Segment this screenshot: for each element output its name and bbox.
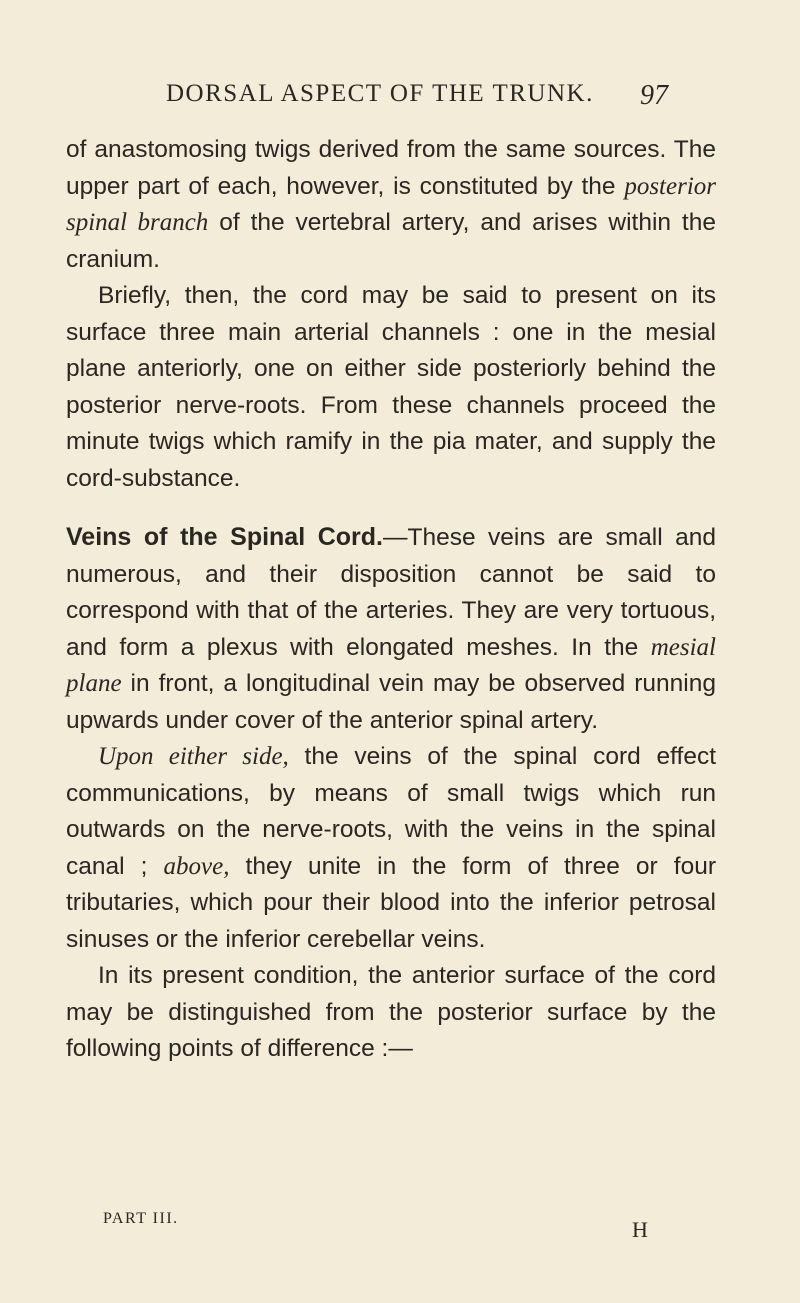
italic-term-posterior-spinal-branch: posterior spinal branch [66, 172, 716, 236]
paragraph-3 [66, 519, 716, 739]
paragraph-3-text-b: in front, a longitudinal vein may be observed running upwards under cover of the anterior spinal artery. [66, 670, 716, 734]
page-footer [0, 1210, 800, 1250]
paragraph-1 [66, 132, 716, 278]
paragraph-1-text-b: of the vertebral artery, and arises within the cranium. [66, 209, 716, 273]
paragraph-1-text-a: of anastomosing twigs derived from the same sources. The upper part of each, however, is constituted by the [66, 136, 716, 200]
paragraph-3-text-a: —These veins are small and numerous, and their disposition cannot be said to correspond with that of the arteries. They are very tortuous, and form a plexus with elongated meshes. In the [66, 524, 716, 661]
running-head [0, 80, 800, 116]
paragraph-4 [66, 739, 716, 958]
paragraph-4-text-b: they unite in the form of three or four tributaries, which pour their blood into the inferior petrosal sinuses or the inferior cerebellar veins. [66, 852, 716, 953]
body-text [66, 132, 716, 1068]
italic-term-upon-either-side: Upon either side, [98, 743, 289, 770]
paragraph-4-text-a: the veins of the spinal cord effect communications, by means of small twigs which run outwards on the nerve-roots, with the veins in the spinal canal ; [66, 743, 717, 880]
italic-term-above: above, [163, 852, 230, 880]
part-label: PART III. [103, 1210, 179, 1227]
section-heading-veins: Veins of the Spinal Cord. [66, 523, 383, 551]
running-title: DORSAL ASPECT OF THE TRUNK. [166, 80, 594, 107]
section-gap [66, 497, 716, 519]
paragraph-2: Briefly, then, the cord may be said to present on its surface three main arterial channels : one in the mesial plane anteriorly, one on either side posteriorly behind the posterior nerve-roots. From these channels proceed the minute twigs which ramify in the pia mater, and supply the cord-substance. [66, 282, 716, 492]
signature-mark: H [632, 1217, 648, 1242]
italic-term-mesial-plane: mesial plane [66, 633, 716, 697]
paragraph-5: In its present condition, the anterior surface of the cord may be distinguished from the posterior surface by the following points of difference :— [66, 962, 716, 1062]
page-number: 97 [640, 80, 668, 111]
